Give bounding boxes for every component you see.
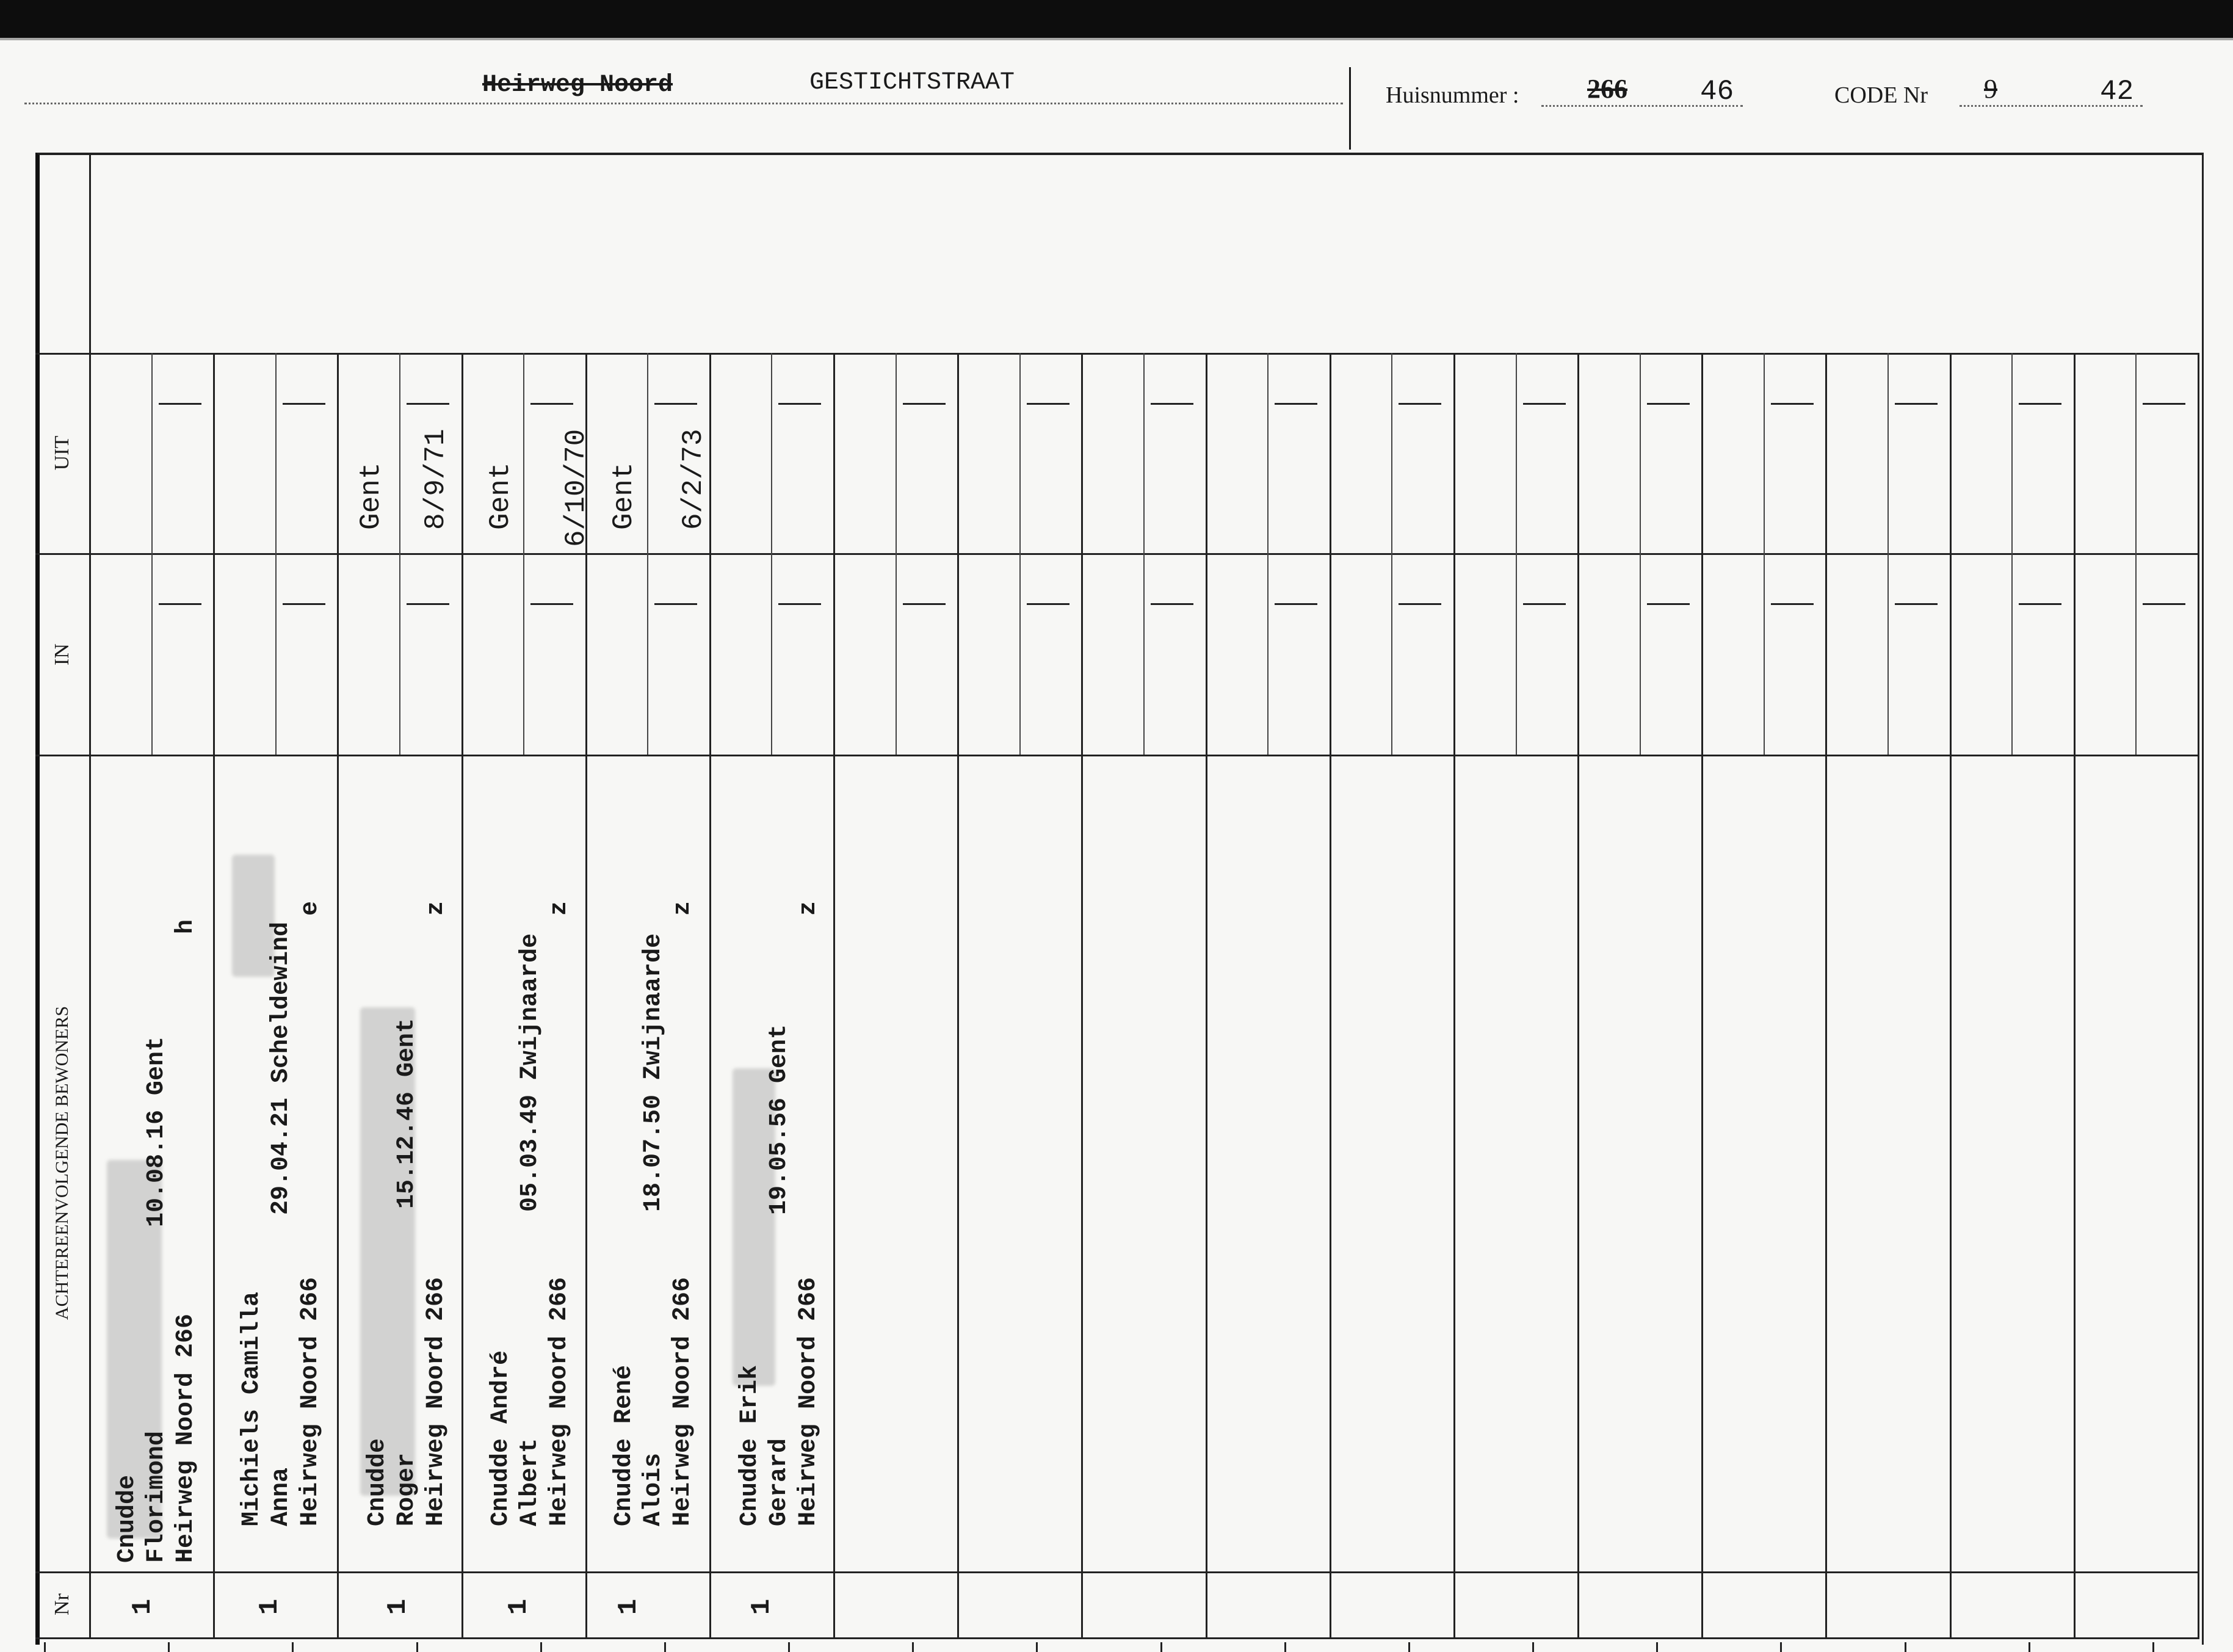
resident-surname: Cnudde [364,1438,391,1526]
resident-birth: 18.07.50 Zwijnaarde [640,933,667,1212]
column-dash [407,603,449,605]
resident-birth: 05.03.49 Zwijnaarde [516,933,544,1212]
resident-given-name: Florimond [143,1430,170,1563]
code-dotted-line [1960,105,2143,107]
column-line [337,353,339,1639]
uit-top-line [35,353,2199,355]
column-line [1453,353,1455,1639]
half-column-line [151,353,153,755]
bottom-tick [44,1642,46,1652]
resident-birth: 10.08.16 Gent [143,1036,170,1227]
bottom-tick [1532,1642,1534,1652]
bottom-tick [168,1642,170,1652]
bewoners-top-line [35,755,2199,756]
half-column-line [1019,353,1021,755]
header-divider [1349,67,1351,150]
scan-edge-shadow [0,38,2233,40]
resident-given-name: Gerard [765,1438,793,1526]
house-number-old: 266 [1587,74,1627,104]
resident-birth: 15.12.46 Gent [393,1018,421,1209]
column-dash [2019,403,2061,405]
resident-surname: Cnudde Erik [736,1364,764,1526]
half-column-line [1516,353,1517,755]
bottom-tick [540,1642,542,1652]
column-dash [1399,403,1441,405]
resident-given-name: Anna [267,1467,295,1526]
code-old: 9 [1984,74,1997,104]
uit-date: 6/10/70 [560,429,592,547]
label-column-divider [89,155,91,1639]
half-column-line [399,353,400,755]
street-new-name: GESTICHTSTRAAT [809,69,1015,96]
uit-place: Gent [485,462,516,530]
column-line [1577,353,1579,1639]
resident-address: Heirweg Noord 266 [546,1277,573,1526]
column-dash [1647,603,1690,605]
uit-date: 6/2/73 [678,429,709,530]
uit-place: Gent [355,462,387,530]
column-line [709,353,711,1639]
column-dash [654,403,697,405]
column-dash [1027,603,1069,605]
in-label: IN [51,643,73,665]
column-dash [530,403,573,405]
uit-label: UIT [51,435,73,471]
house-number-dotted-line [1541,105,1743,107]
bottom-tick [1905,1642,1906,1652]
column-line [1330,353,1331,1639]
scan-top-edge [0,0,2233,38]
street-old-name: Heirweg Noord [482,71,673,99]
half-column-line [523,353,524,755]
bottom-tick [1408,1642,1410,1652]
resident-given-name: Albert [516,1438,544,1526]
resident-given-name: Roger [393,1452,421,1526]
column-line [2074,353,2076,1639]
resident-surname: Cnudde André [487,1350,515,1526]
column-dash [1895,603,1938,605]
resident-given-name: Alois [640,1452,667,1526]
resident-nr: 1 [383,1598,413,1615]
uit-place: Gent [608,462,640,530]
half-column-line [1391,353,1392,755]
bottom-tick [1656,1642,1658,1652]
code-label: CODE Nr [1834,82,1928,108]
in-top-line [35,553,2199,555]
half-column-line [1143,353,1145,755]
street-dotted-line [24,103,1343,104]
resident-nr: 1 [747,1598,777,1615]
column-dash [1275,603,1317,605]
code-new: 42 [2100,76,2134,107]
column-dash [778,603,821,605]
resident-address: Heirweg Noord 266 [669,1277,697,1526]
column-dash [159,403,201,405]
column-line [833,353,835,1639]
resident-birth: 19.05.56 Gent [765,1024,793,1215]
resident-surname: Michiels Camilla [238,1291,266,1526]
column-dash [159,603,201,605]
column-dash [2143,403,2185,405]
half-column-line [1640,353,1641,755]
bottom-tick [912,1642,914,1652]
column-dash [2143,603,2185,605]
column-dash [1151,603,1193,605]
resident-code: e [297,900,324,916]
half-column-line [2135,353,2137,755]
column-dash [1647,403,1690,405]
column-line [461,353,463,1639]
column-dash [1895,403,1938,405]
column-line [1825,353,1827,1639]
bottom-tick [2152,1642,2154,1652]
house-number-new: 46 [1700,76,1734,107]
nr-label: Nr [51,1593,73,1615]
bottom-edge-ticks [35,1642,2198,1652]
resident-code: z [546,900,573,916]
resident-address: Heirweg Noord 266 [795,1277,822,1526]
half-column-line [896,353,897,755]
column-line [213,353,215,1639]
nr-top-line [35,1571,2199,1573]
column-dash [1523,603,1566,605]
column-dash [407,403,449,405]
column-dash [1771,403,1814,405]
bottom-tick [292,1642,294,1652]
resident-nr: 1 [128,1598,158,1615]
bottom-tick [1160,1642,1162,1652]
resident-surname: Cnudde René [610,1364,638,1526]
resident-nr: 1 [255,1598,285,1615]
column-dash [283,603,325,605]
bottom-tick [1780,1642,1782,1652]
half-column-line [1764,353,1765,755]
uit-date: 8/9/71 [420,429,452,530]
half-column-line [1267,353,1269,755]
column-dash [1027,403,1069,405]
column-dash [1399,603,1441,605]
column-line [1701,353,1703,1639]
bottom-tick [664,1642,666,1652]
column-line [957,353,959,1639]
resident-code: z [422,900,450,916]
bottom-tick [788,1642,790,1652]
column-dash [283,403,325,405]
column-line [1081,353,1083,1639]
bewoners-label: ACHTEREENVOLGENDE BEWONERS [52,1005,72,1321]
resident-code: z [669,900,697,916]
column-line [1206,353,1207,1639]
half-column-line [771,353,772,755]
column-dash [903,603,946,605]
bottom-tick [1036,1642,1038,1652]
column-line [1950,353,1952,1639]
resident-nr: 1 [504,1598,534,1615]
column-dash [530,603,573,605]
resident-address: Heirweg Noord 266 [297,1277,324,1526]
resident-address: Heirweg Noord 266 [172,1313,200,1563]
column-dash [2019,603,2061,605]
column-dash [778,403,821,405]
resident-address: Heirweg Noord 266 [422,1277,450,1526]
resident-birth: 29.04.21 Scheldewind [267,921,295,1215]
house-number-label: Huisnummer : [1386,82,1519,108]
form-bottom-line [35,1637,2199,1639]
column-line [2198,353,2199,1639]
column-dash [1275,403,1317,405]
half-column-line [1887,353,1889,755]
column-dash [903,403,946,405]
half-column-line [647,353,648,755]
column-dash [1151,403,1193,405]
bottom-tick [2029,1642,2030,1652]
resident-code: h [172,919,200,934]
half-column-line [275,353,277,755]
resident-nr: 1 [613,1598,644,1615]
column-dash [654,603,697,605]
half-column-line [2011,353,2013,755]
bottom-tick [416,1642,418,1652]
resident-surname: Cnudde [114,1474,141,1563]
column-dash [1523,403,1566,405]
resident-code: z [795,900,822,916]
bottom-tick [1284,1642,1286,1652]
column-dash [1771,603,1814,605]
